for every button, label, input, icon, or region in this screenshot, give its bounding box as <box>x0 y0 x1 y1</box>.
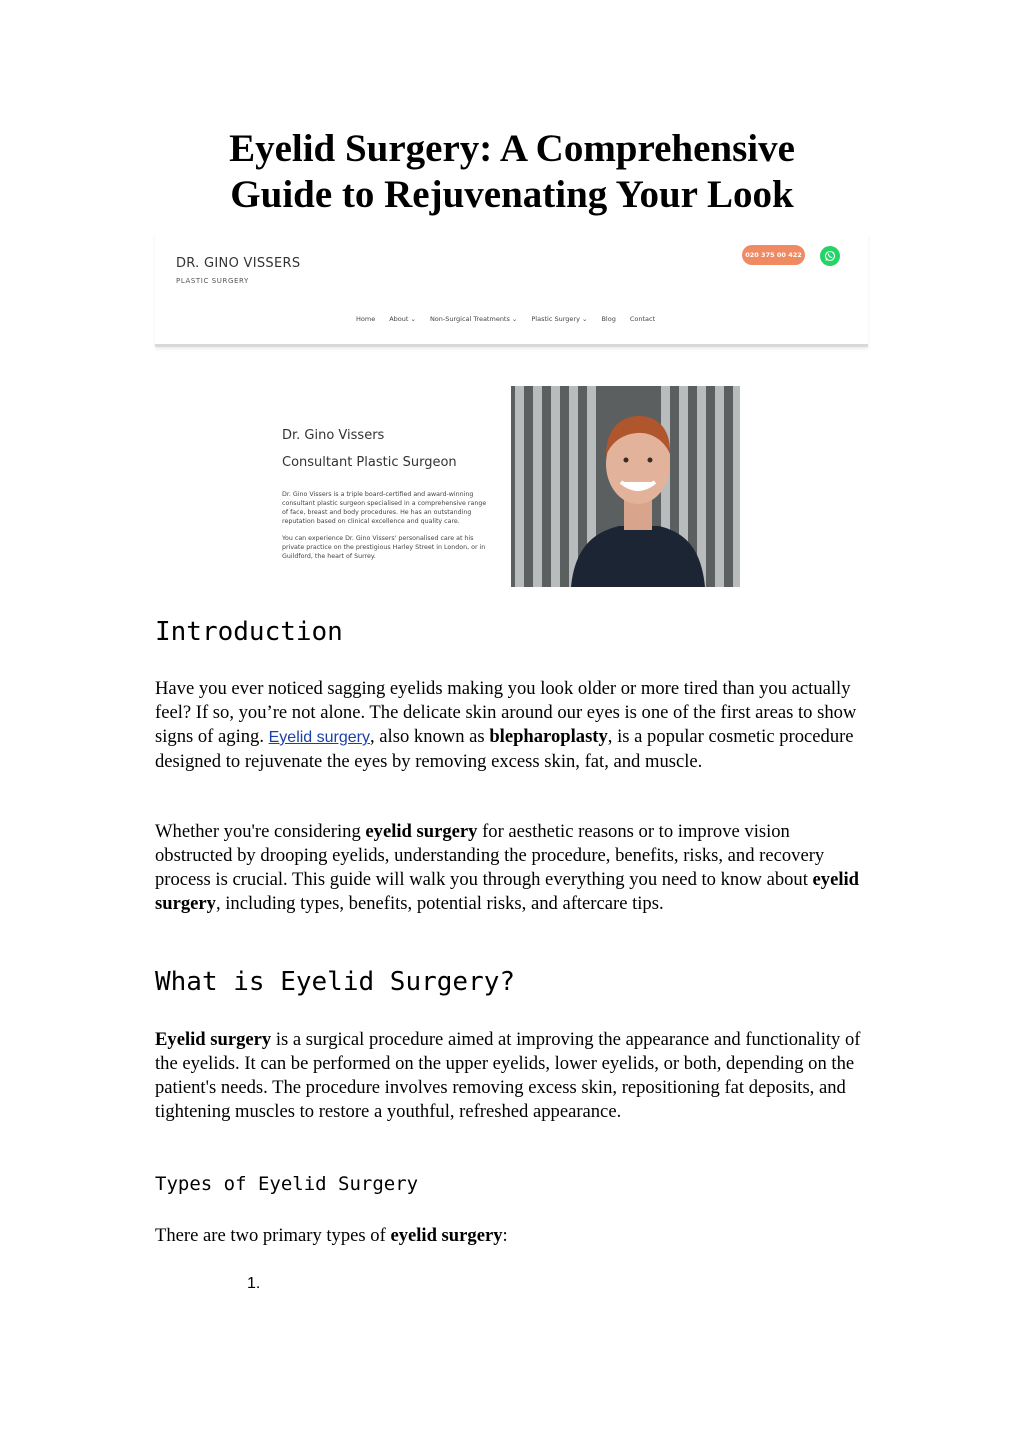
site-nav <box>356 315 655 323</box>
nav-about[interactable]: About ⌄ <box>389 315 416 323</box>
nav-non-surgical[interactable]: Non-Surgical Treatments ⌄ <box>429 315 518 323</box>
eyelid-surgery-link[interactable]: Eyelid surgery <box>268 729 370 746</box>
profile-bio-paragraph: You can experience Dr. Gino Vissers' personalised care at his private practice on the prestigious Harley Street in London, or in Guildford, the heart of Surrey. <box>282 535 486 560</box>
nav-blog[interactable]: Blog <box>601 315 616 323</box>
doctor-photo <box>511 386 740 587</box>
title-line-1: Eyelid Surgery: A Comprehensive <box>229 127 795 170</box>
section-heading-introduction: Introduction <box>155 617 343 647</box>
nav-home[interactable]: Home <box>356 315 376 323</box>
nav-plastic-surgery[interactable]: Plastic Surgery ⌄ <box>531 315 588 323</box>
title-line-2: Guide to Rejuvenating Your Look <box>230 173 794 216</box>
section-heading-types: Types of Eyelid Surgery <box>155 1173 419 1195</box>
phone-button[interactable]: 020 375 00 422 <box>742 245 805 265</box>
intro-paragraph-2: Whether you're considering eyelid surgery for aesthetic reasons or to improve vision obstructed by drooping eyelids, understanding the procedure, benefits, risks, and recovery process is crucial. This guide will walk you through everything you need to know about eyelid surgery, including types, benefits, potential risks, and aftercare tips. <box>155 821 860 914</box>
profile-role: Consultant Plastic Surgeon <box>282 455 457 470</box>
whatsapp-icon <box>824 250 836 262</box>
nav-contact[interactable]: Contact <box>629 315 656 323</box>
types-intro-paragraph: There are two primary types of eyelid surgery: <box>155 1225 508 1246</box>
whatsapp-button[interactable] <box>820 246 840 266</box>
website-header-screenshot <box>155 234 868 347</box>
brand-subtitle: PLASTIC SURGERY <box>176 277 249 285</box>
document-title <box>0 126 1024 218</box>
section-heading-what-is: What is Eyelid Surgery? <box>155 967 516 997</box>
profile-bio-paragraph: Dr. Gino Vissers is a triple board-certified and award-winning consultant plastic surgeon specialised in a comprehensive range of face, breast and body procedures. He has an outstanding reputation based on clinical excellence and quality care. <box>282 491 487 525</box>
intro-paragraph-1: Have you ever noticed sagging eyelids making you look older or more tired than you actually feel? If so, you’re not alone. The delicate skin around our eyes is one of the first areas to show signs of aging. Eyelid surgery, also known as blepharoplasty, is a popular cosmetic procedure designed to rejuvenate the eyes by removing excess skin, fat, and muscle. <box>155 678 857 772</box>
profile-bio <box>282 490 494 569</box>
profile-screenshot <box>270 386 740 587</box>
what-is-paragraph: Eyelid surgery is a surgical procedure aimed at improving the appearance and functionality of the eyelids. It can be performed on the upper eyelids, lower eyelids, or both, depending on the patient's needs. The procedure involves removing excess skin, repositioning fat deposits, and tightening muscles to restore a youthful, refreshed appearance. <box>155 1029 861 1122</box>
brand-name: DR. GINO VISSERS <box>176 256 301 271</box>
profile-name: Dr. Gino Vissers <box>282 428 385 443</box>
list-item-number: 1. <box>247 1275 261 1292</box>
